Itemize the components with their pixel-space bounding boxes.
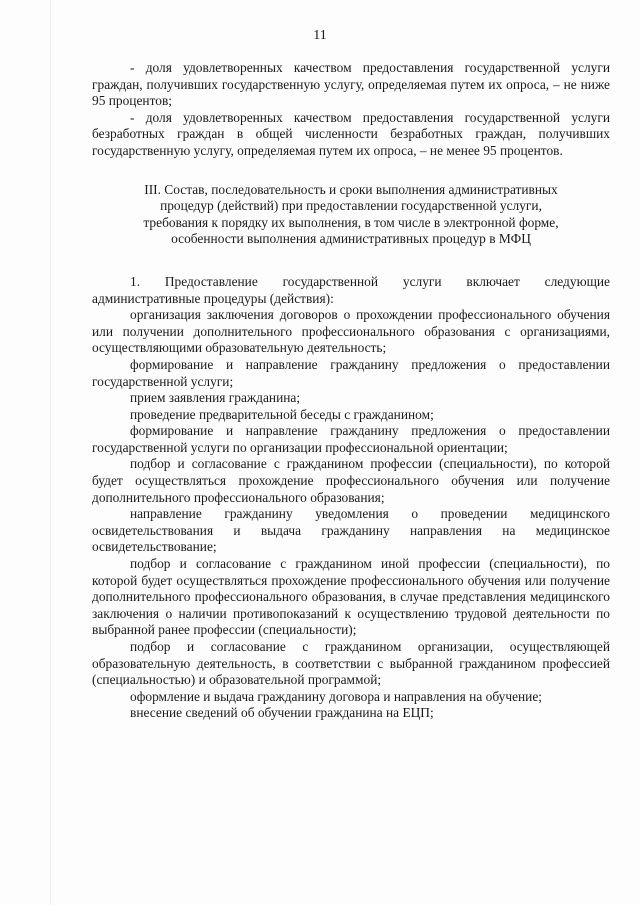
- section-heading-line: особенности выполнения административных процедур в МФЦ: [171, 231, 531, 247]
- page-number: 11: [313, 28, 327, 43]
- procedure-item: внесение сведений об обучении гражданина на ЕЦП;: [130, 705, 434, 721]
- document-body: [92, 60, 610, 722]
- intro-item: - доля удовлетворенных качеством предоставления государственной услуги безработных граждан в общей численности безработных граждан, получивших государственную услугу, определяемая путем их опроса, – не менее 95 процентов.: [92, 109, 610, 158]
- procedure-item: проведение предварительной беседы с гражданином;: [130, 406, 434, 422]
- section-heading-line: III. Состав, последовательность и сроки выполнения административных: [144, 181, 558, 197]
- procedure-item: подбор и согласование с гражданином профессии (специальности), по которой будет осуществляться прохождение профессионального обучения или получение дополнительного профессионального образования;: [92, 456, 610, 505]
- procedure-item: формирование и направление гражданину предложения о предоставлении государственной услуги;: [92, 356, 610, 389]
- section-heading: [92, 182, 610, 248]
- procedure-item: направление гражданину уведомления о проведении медицинского освидетельствования и выдача гражданину направления на медицинское освидетельствование;: [92, 506, 610, 555]
- procedure-item: подбор и согласование с гражданином иной профессии (специальности), по которой будет осуществляться прохождение профессионального обучения или получение дополнительного профессионального образования, в случае представления медицинского заключения о наличии противопоказаний к осуществлению трудовой деятельности по выбранной ранее профессии (специальности);: [92, 556, 610, 638]
- intro-item: - доля удовлетворенных качеством предоставления государственной услуги граждан, получивших государственную услугу, определяемая путем их опроса, – не ниже 95 процентов;: [92, 60, 610, 109]
- procedure-item: организация заключения договоров о прохождении профессионального обучения или получении дополнительного профессионального образования с организациями, осуществляющими образовательную деятельность;: [92, 307, 610, 356]
- scan-edge-line: [50, 0, 51, 905]
- procedure-paragraph: 1. Предоставление государственной услуги включает следующие административные процедуры (действия):: [92, 273, 610, 306]
- procedure-item: прием заявления гражданина;: [130, 390, 301, 406]
- procedure-item: подбор и согласование с гражданином организации, осуществляющей образовательную деятельность, в соответствии с выбранной гражданином профессией (специальностью) и образовательной программой;: [92, 639, 610, 688]
- procedure-item: оформление и выдача гражданину договора и направления на обучение;: [130, 688, 543, 704]
- section-heading-line: требования к порядку их выполнения, в том числе в электронной форме,: [143, 214, 559, 230]
- procedure-item: формирование и направление гражданину предложения о предоставлении государственной услуги по организации профессиональной ориентации;: [92, 423, 610, 455]
- section-heading-line: процедур (действий) при предоставлении государственной услуги,: [160, 198, 542, 214]
